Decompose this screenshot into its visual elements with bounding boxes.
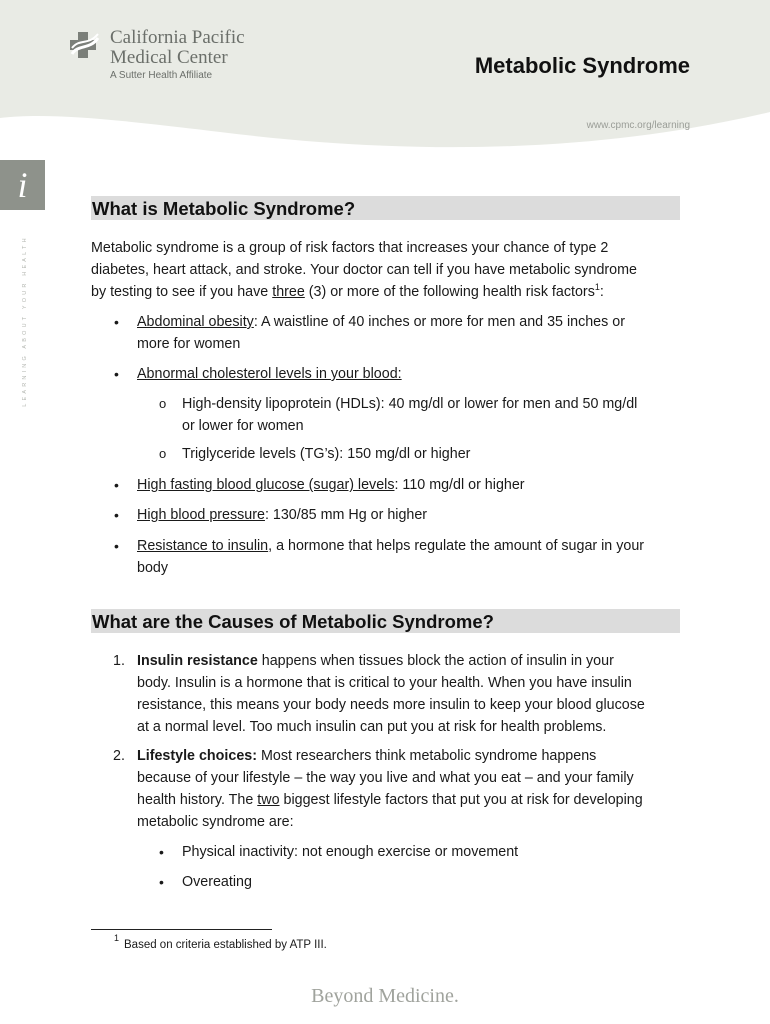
- list-number: 2.: [113, 748, 125, 764]
- cause-insulin-line-2: body. Insulin is a hormone that is critical to your health. When you have insulin: [137, 675, 632, 691]
- risk-factor-name: High fasting blood glucose (sugar) levels: [137, 477, 395, 493]
- sub-bullet-marker: o: [159, 446, 167, 461]
- section-heading-text: What is Metabolic Syndrome?: [92, 198, 356, 219]
- intro-line-3: [91, 281, 604, 303]
- cause-text: biggest lifestyle factors that put you at risk for developing: [279, 792, 643, 808]
- intro-text: (3) or more of the following health risk factors: [304, 284, 595, 300]
- emphasis-three: three: [272, 284, 305, 300]
- footnote-text: Based on criteria established by ATP III.: [124, 939, 327, 951]
- cause-lifestyle-line-3: [137, 789, 643, 811]
- bullet-blood-pressure: [137, 504, 427, 526]
- cause-text: Most researchers think metabolic syndrome happens: [256, 748, 597, 764]
- info-tab: [0, 160, 45, 210]
- logo-mark-icon: [68, 30, 102, 64]
- cause-name: Insulin resistance: [137, 653, 258, 669]
- bullet-marker: •: [159, 874, 164, 890]
- list-number: 1.: [113, 653, 125, 669]
- section-heading-what-is: [91, 196, 680, 220]
- lifestyle-factor-overeating: Overeating: [182, 874, 252, 890]
- cause-insulin-line-3: resistance, this means your body needs more insulin to keep your blood glucose: [137, 697, 645, 713]
- section-heading-text: What are the Causes of Metabolic Syndrome?: [92, 611, 494, 632]
- risk-factor-name: High blood pressure: [137, 507, 265, 523]
- logo-line2: Medical Center: [110, 47, 228, 68]
- bullet-marker: •: [159, 844, 164, 860]
- logo-subtitle: A Sutter Health Affiliate: [110, 70, 213, 81]
- logo-line1: California Pacific: [110, 27, 245, 48]
- bullet-insulin-line-1: [137, 535, 644, 557]
- footnote-ref: 1: [594, 282, 600, 293]
- footnote-divider: [91, 929, 272, 930]
- sub-bullet-marker: o: [159, 396, 167, 411]
- sub-bullet-hdl-line-2: or lower for women: [182, 418, 304, 434]
- cause-name: Lifestyle choices:: [137, 748, 257, 764]
- lifestyle-factor-inactivity: Physical inactivity: not enough exercise or movement: [182, 844, 519, 860]
- cause-insulin-line-1: [137, 650, 614, 672]
- intro-text: :: [599, 284, 604, 300]
- bullet-glucose: [137, 474, 525, 496]
- cause-lifestyle-line-4: metabolic syndrome are:: [137, 814, 294, 830]
- document-title: Metabolic Syndrome: [474, 53, 690, 78]
- intro-line-2: diabetes, heart attack, and stroke. Your doctor can tell if you have metabolic syndrome: [91, 262, 637, 278]
- bullet-marker: •: [114, 477, 119, 493]
- website-url: www.cpmc.org/learning: [586, 120, 690, 131]
- sub-bullet-hdl-line-1: High-density lipoprotein (HDLs): 40 mg/dl or lower for men and 50 mg/dl: [182, 396, 638, 412]
- risk-factor-detail: : A waistline of 40 inches or more for men and 35 inches or: [253, 314, 625, 330]
- bullet-marker: •: [114, 314, 119, 330]
- bullet-marker: •: [114, 366, 119, 382]
- risk-factor-name: Abdominal obesity: [137, 314, 254, 330]
- risk-factor-detail: , a hormone that helps regulate the amount of sugar in your: [268, 538, 645, 554]
- bullet-abdominal-line-1: [137, 311, 625, 333]
- intro-line-1: Metabolic syndrome is a group of risk factors that increases your chance of type 2: [91, 240, 609, 256]
- cause-insulin-line-4: at a normal level. Too much insulin can put you at risk for health problems.: [137, 719, 607, 735]
- footnote-number: 1: [114, 933, 120, 943]
- bullet-marker: •: [114, 538, 119, 554]
- footer-tagline: Beyond Medicine.: [311, 985, 459, 1007]
- risk-factor-detail: : 130/85 mm Hg or higher: [264, 507, 428, 523]
- risk-factor-name: Abnormal cholesterol levels in your blood:: [137, 366, 402, 382]
- bullet-cholesterol: [137, 363, 402, 385]
- risk-factor-detail: : 110 mg/dl or higher: [394, 477, 525, 493]
- intro-text: by testing to see if you have: [91, 284, 273, 300]
- bullet-insulin-line-2: body: [137, 560, 169, 576]
- logo-name: [110, 28, 245, 68]
- vertical-series-label: [22, 215, 28, 427]
- cause-text: happens when tissues block the action of insulin in your: [257, 653, 614, 669]
- sub-bullet-triglyceride: Triglyceride levels (TG’s): 150 mg/dl or higher: [182, 446, 471, 462]
- bullet-abdominal-line-2: more for women: [137, 336, 241, 352]
- cause-text: health history. The: [137, 792, 258, 808]
- emphasis-two: two: [257, 792, 280, 808]
- vertical-series-text: LEARNING ABOUT YOUR HEALTH: [22, 235, 28, 407]
- bullet-marker: •: [114, 507, 119, 523]
- logo: [68, 28, 268, 88]
- info-icon: i: [17, 165, 28, 205]
- cause-lifestyle-line-1: [137, 745, 596, 767]
- section-heading-causes: [91, 609, 680, 633]
- cause-lifestyle-line-2: because of your lifestyle – the way you live and what you eat – and your family: [137, 770, 634, 786]
- risk-factor-name: Resistance to insulin: [137, 538, 269, 554]
